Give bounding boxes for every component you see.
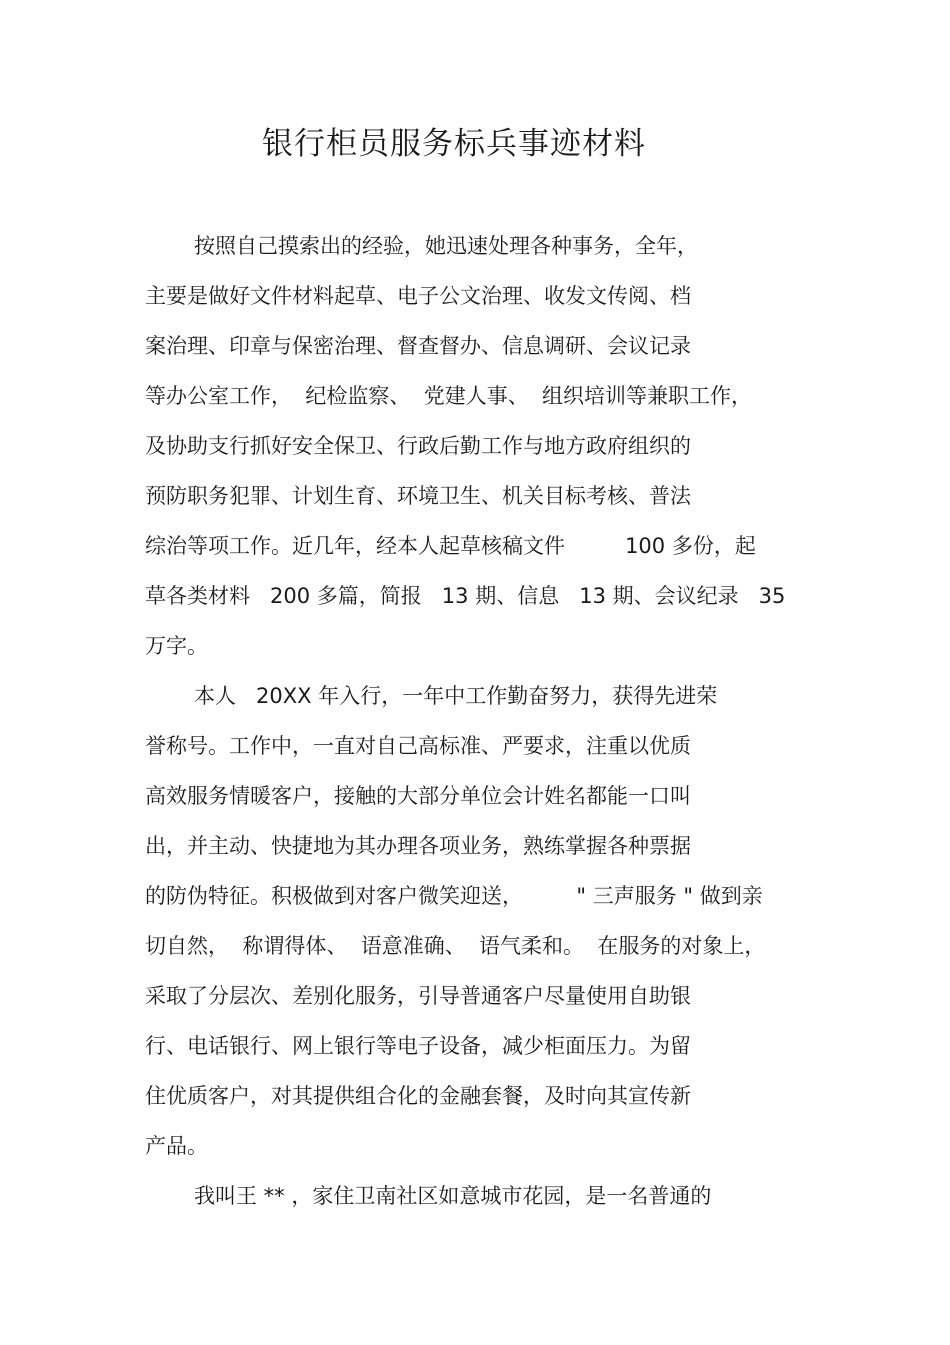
document-title: 银行柜员服务标兵事迹材料 [262,126,646,162]
paragraph-3 [145,1171,845,1221]
text-line: 案治理、印章与保密治理、督查督办、信息调研、会议记录 [145,334,691,358]
text-line: 按照自己摸索出的经验，她迅速处理各种事务，全年， [194,234,698,258]
text-line: 行、电话银行、网上银行等电子设备，减少柜面压力。为留 [145,1034,691,1058]
text-line: 产品。 [145,1134,208,1158]
text-line: 切自然， 称谓得体、 语意准确、 语气柔和。 在服务的对象上， [145,934,766,958]
text-line: 等办公室工作， 纪检监察、 党建人事、 组织培训等兼职工作， [145,384,753,408]
text-line: 我叫王 ** ，家住卫南社区如意城市花园，是一名普通的 [194,1184,712,1208]
text-line: 出，并主动、快捷地为其办理各项业务，熟练掌握各种票据 [145,834,691,858]
text-line: 综治等项工作。近几年，经本人起草核稿文件 100 多份，起 [145,534,756,558]
text-line: 主要是做好文件材料起草、电子公文治理、收发文传阅、档 [145,284,691,308]
text-line: 万字。 [145,634,208,658]
text-line: 住优质客户，对其提供组合化的金融套餐，及时向其宣传新 [145,1084,691,1108]
text-line: 本人 20XX 年入行，一年中工作勤奋努力，获得先进荣 [194,684,718,708]
text-line: 草各类材料 200 多篇，简报 13 期、信息 13 期、会议纪录 35 [145,584,786,608]
text-line: 及协助支行抓好安全保卫、行政后勤工作与地方政府组织的 [145,434,691,458]
paragraph-1 [145,221,845,671]
text-line: 誉称号。工作中，一直对自己高标准、严要求，注重以优质 [145,734,691,758]
document-body [145,221,845,1221]
text-line: 高效服务情暖客户，接触的大部分单位会计姓名都能一口叫 [145,784,691,808]
text-line: 的防伪特征。积极做到对客户微笑迎送， " 三声服务 " 做到亲 [145,884,763,908]
paragraph-2 [145,671,845,1171]
text-line: 预防职务犯罪、计划生育、环境卫生、机关目标考核、普法 [145,484,691,508]
text-line: 采取了分层次、差别化服务，引导普通客户尽量使用自助银 [145,984,691,1008]
